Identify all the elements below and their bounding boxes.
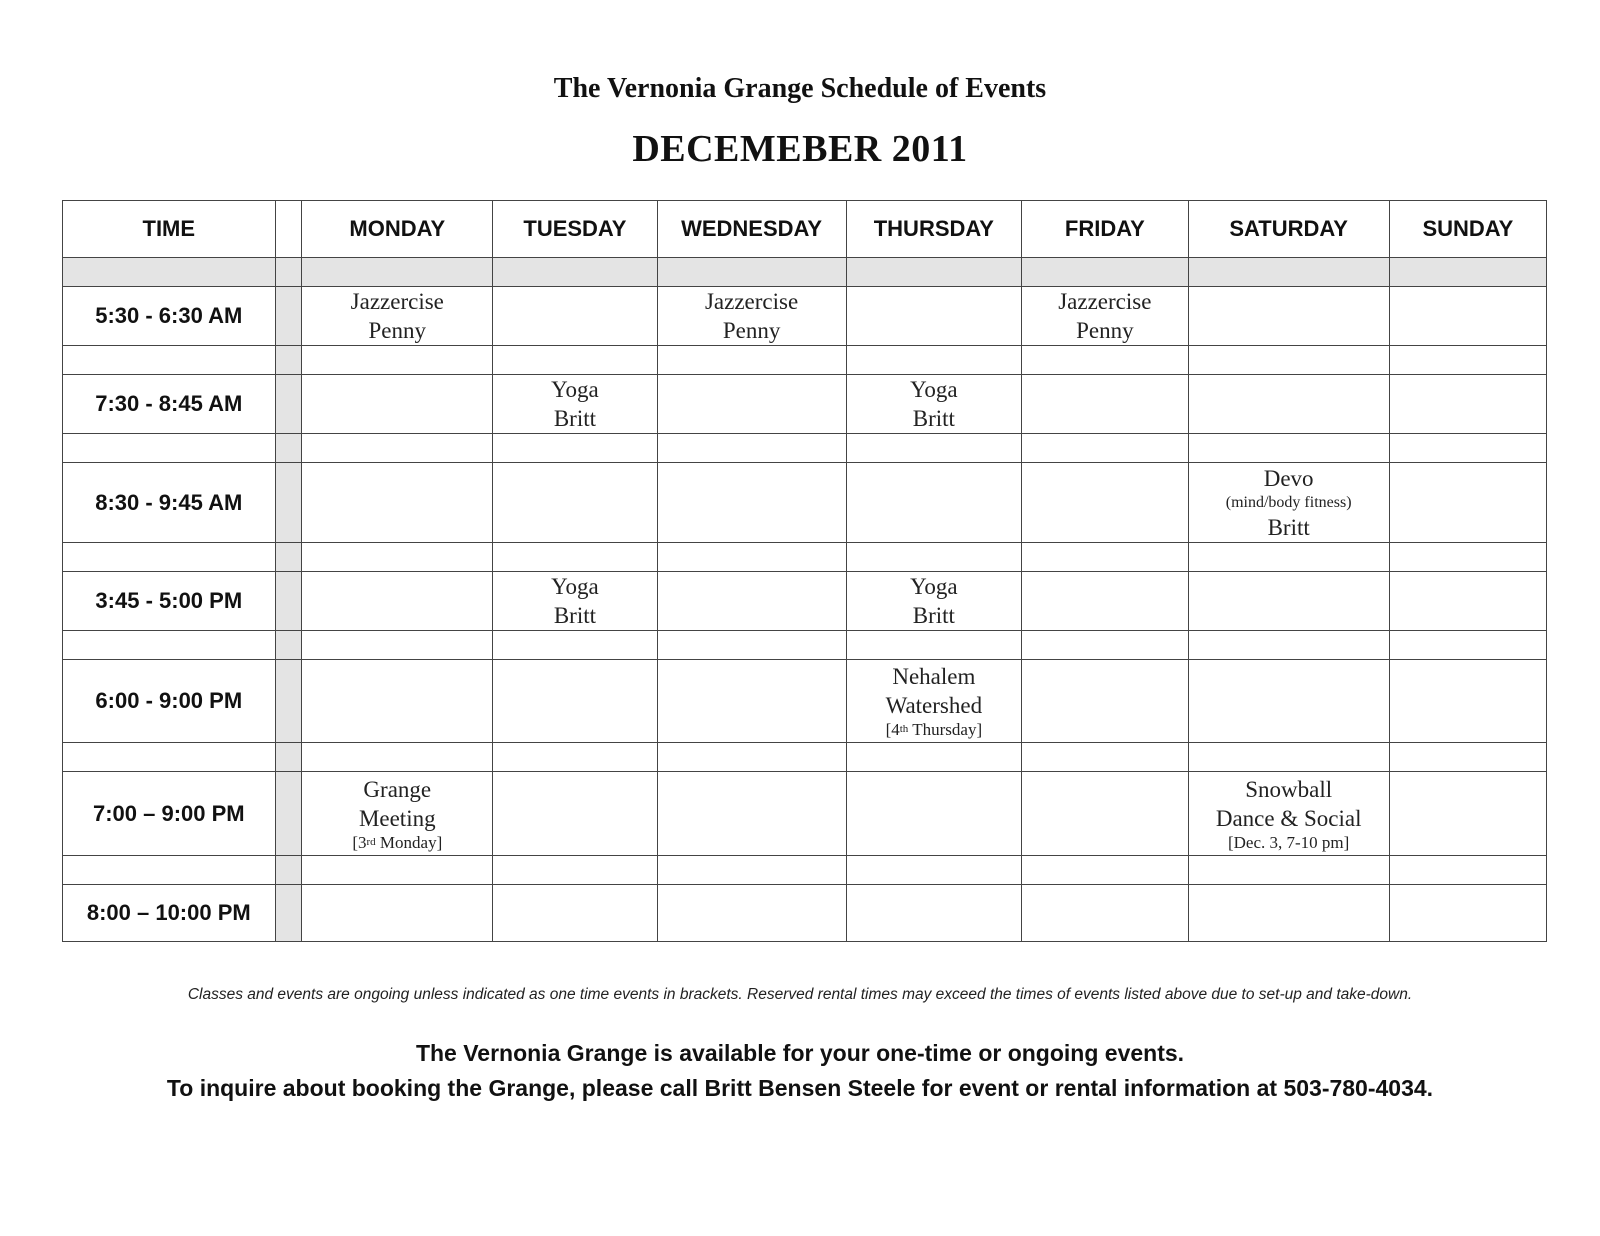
event-name: Yoga [551, 377, 599, 402]
event-cell [302, 660, 493, 743]
event-name: Yoga [551, 574, 599, 599]
separator-cell [275, 287, 302, 346]
event-cell [493, 375, 657, 434]
separator-cell [275, 885, 302, 942]
event-leader: Penny [722, 318, 781, 343]
event-cell [846, 772, 1022, 856]
event-cell [1188, 287, 1389, 346]
event-cell [657, 463, 846, 543]
event-cell [846, 463, 1022, 543]
event-cell [493, 572, 657, 631]
event-cell [1389, 375, 1546, 434]
time-cell: 5:30 - 6:30 AM [63, 287, 276, 346]
time-cell: 7:00 – 9:00 PM [63, 772, 276, 856]
event-cell [302, 287, 493, 346]
col-header-friday: FRIDAY [1022, 201, 1188, 258]
event-leader: Penny [1076, 318, 1134, 343]
separator-cell [275, 375, 302, 434]
event-cell [1389, 463, 1546, 543]
table-row [63, 375, 1547, 434]
event-name: Meeting [358, 805, 436, 831]
shaded-row [63, 258, 1547, 287]
spacer-row [63, 856, 1547, 885]
event-name: Watershed [885, 693, 983, 718]
event-leader: Penny [368, 318, 427, 343]
header-row [63, 201, 1547, 258]
col-header-saturday: SATURDAY [1188, 201, 1389, 258]
event-cell [302, 885, 493, 942]
spacer-row [63, 631, 1547, 660]
event-cell [657, 572, 846, 631]
separator-cell [275, 660, 302, 743]
table-row [63, 660, 1547, 743]
time-cell: 6:00 - 9:00 PM [63, 660, 276, 743]
event-leader: Britt [912, 603, 955, 628]
event-cell [1389, 772, 1546, 856]
separator-cell [275, 572, 302, 631]
event-cell [1188, 572, 1389, 631]
event-cell [1389, 660, 1546, 743]
event-name: Yoga [910, 377, 958, 402]
separator-column [275, 201, 302, 258]
event-cell [1022, 885, 1188, 942]
spacer-row [63, 743, 1547, 772]
event-cell [1022, 287, 1188, 346]
event-name: Nehalem [892, 664, 976, 689]
separator-cell [275, 463, 302, 543]
event-leader: Britt [553, 406, 597, 431]
event-cell [302, 375, 493, 434]
col-header-wednesday: WEDNESDAY [657, 201, 846, 258]
event-detail: (mind/body fitness) [1225, 493, 1352, 511]
event-cell [1389, 885, 1546, 942]
spacer-row [63, 543, 1547, 572]
time-cell: 3:45 - 5:00 PM [63, 572, 276, 631]
separator-cell [275, 772, 302, 856]
time-cell: 8:00 – 10:00 PM [63, 885, 276, 942]
event-name: Jazzercise [704, 289, 799, 314]
table-row [63, 463, 1547, 543]
event-name: Jazzercise [350, 289, 444, 314]
event-name: Jazzercise [1058, 289, 1152, 314]
event-leader: Britt [1267, 514, 1310, 540]
col-header-thursday: THURSDAY [846, 201, 1022, 258]
spacer-row [63, 434, 1547, 463]
booking-info-line-2: To inquire about booking the Grange, please call Britt Bensen Steele for event or rental information at 503-780-4034. [166, 1075, 1434, 1101]
table-row [63, 885, 1547, 942]
event-name: Dance & Social [1215, 805, 1362, 831]
event-cell [1188, 885, 1389, 942]
event-cell [1188, 772, 1389, 856]
event-cell [1389, 572, 1546, 631]
event-note: [Dec. 3, 7-10 pm] [1227, 832, 1350, 852]
spacer-row [63, 346, 1547, 375]
event-cell [1389, 287, 1546, 346]
event-cell [493, 287, 657, 346]
table-row [63, 772, 1547, 856]
event-cell [493, 463, 657, 543]
event-cell [302, 772, 493, 856]
event-cell [657, 772, 846, 856]
event-cell [493, 885, 657, 942]
col-header-monday: MONDAY [302, 201, 493, 258]
event-cell [493, 660, 657, 743]
event-cell [1022, 375, 1188, 434]
event-cell [657, 375, 846, 434]
event-cell [1022, 660, 1188, 743]
col-header-tuesday: TUESDAY [493, 201, 657, 258]
event-note: [4th Thursday] [885, 720, 983, 739]
event-leader: Britt [553, 603, 597, 628]
event-cell [846, 375, 1022, 434]
event-leader: Britt [912, 406, 955, 431]
event-cell [1022, 572, 1188, 631]
event-cell [1022, 772, 1188, 856]
event-name: Grange [363, 776, 432, 802]
event-cell [302, 463, 493, 543]
event-cell [1188, 375, 1389, 434]
event-cell [657, 885, 846, 942]
event-note: [3rd Monday] [352, 832, 443, 852]
schedule-table [62, 200, 1547, 942]
month-heading: DECEMEBER 2011 [632, 128, 968, 170]
event-cell [657, 287, 846, 346]
event-name: Snowball [1245, 776, 1333, 802]
event-cell [302, 572, 493, 631]
document-title: The Vernonia Grange Schedule of Events [553, 73, 1047, 104]
booking-info-line-1: The Vernonia Grange is available for your one-time or ongoing events. [415, 1040, 1185, 1066]
event-cell [1022, 463, 1188, 543]
table-row [63, 572, 1547, 631]
table-row [63, 287, 1547, 346]
time-cell: 8:30 - 9:45 AM [63, 463, 276, 543]
event-cell [493, 772, 657, 856]
col-header-sunday: SUNDAY [1389, 201, 1546, 258]
footnote: Classes and events are ongoing unless indicated as one time events in brackets. Reserved rental times may exceed the times of events listed above due to set-up and take-down. [187, 986, 1413, 1003]
event-cell [846, 287, 1022, 346]
event-cell [657, 660, 846, 743]
event-cell [846, 572, 1022, 631]
col-header-time: TIME [63, 201, 276, 258]
event-cell [1188, 660, 1389, 743]
event-name: Yoga [910, 574, 958, 599]
event-cell [846, 660, 1022, 743]
event-cell [1188, 463, 1389, 543]
event-cell [846, 885, 1022, 942]
event-name: Devo [1263, 465, 1314, 491]
time-cell: 7:30 - 8:45 AM [63, 375, 276, 434]
